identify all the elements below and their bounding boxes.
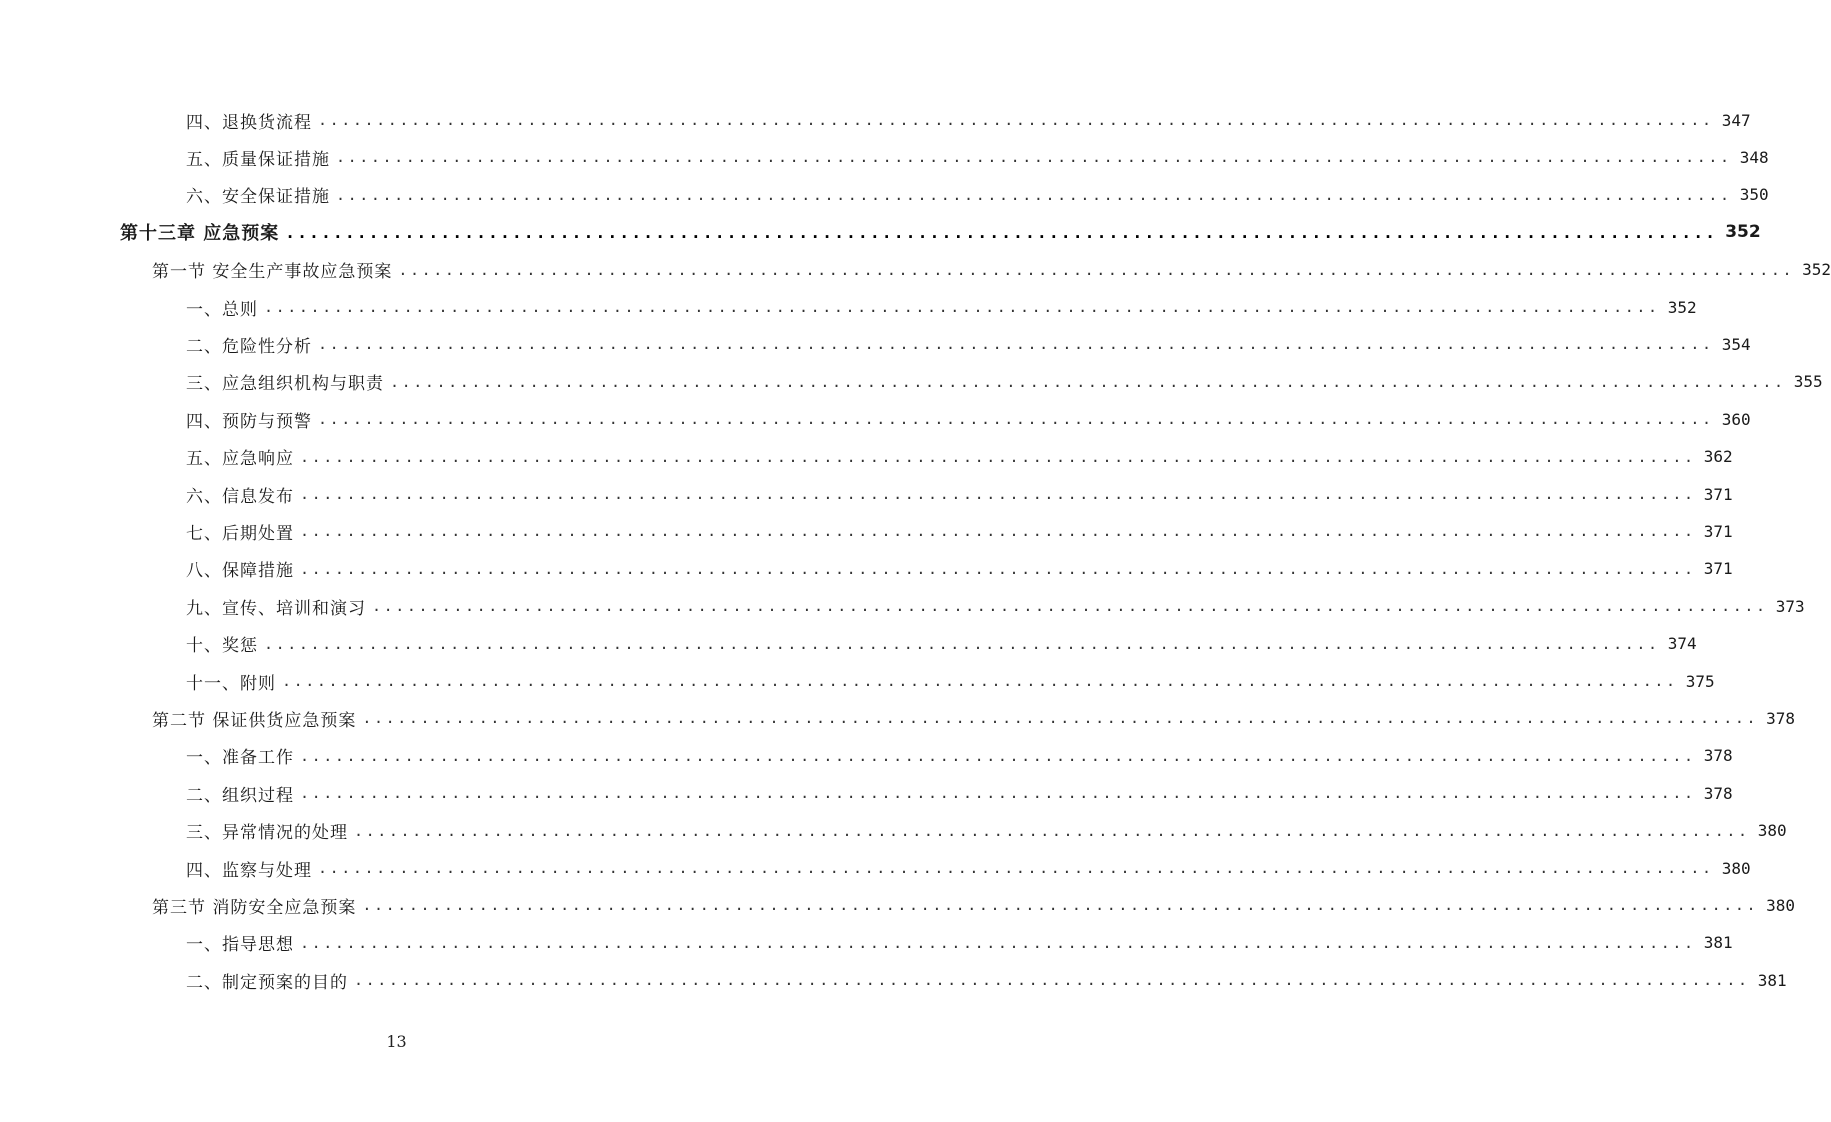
dot-leader: ........................................................................................................................ <box>354 821 1750 840</box>
dot-leader: ........................................................................................................................ <box>372 597 1768 616</box>
toc-section-entry[interactable] <box>152 251 1831 288</box>
dot-leader: ........................................................................................................................ <box>264 298 1660 316</box>
toc-entry-label: 四、退换货流程 <box>186 112 312 133</box>
toc-entry-page-number: 380 <box>1766 895 1796 915</box>
toc-subsection-entry[interactable] <box>186 625 1697 662</box>
toc-entry-page-number: 375 <box>1685 671 1715 691</box>
dot-leader: ........................................................................................................................ <box>318 335 1714 354</box>
dot-leader: ........................................................................................................................ <box>300 485 1696 503</box>
dot-leader: ........................................................................................................................ <box>398 260 1795 279</box>
dot-leader: ........................................................................................................................ <box>362 709 1759 728</box>
dot-leader: ........................................................................................................................ <box>336 185 1732 204</box>
toc-entry-page-number: 380 <box>1721 858 1751 878</box>
toc-entry-label: 第一节 安全生产事故应急预案 <box>152 262 393 283</box>
toc-entry-page-number: 381 <box>1703 933 1733 953</box>
dot-leader: ........................................................................................................................ <box>336 148 1732 167</box>
page-number: 13 <box>386 1032 407 1051</box>
toc-entry-page-number: 371 <box>1703 484 1733 504</box>
toc-entry-label: 第三节 消防安全应急预案 <box>152 897 357 918</box>
toc-entry-label: 六、信息发布 <box>186 486 294 507</box>
toc-entry-label: 二、危险性分析 <box>186 336 312 357</box>
dot-leader: ........................................................................................................................ <box>285 222 1718 242</box>
toc-chapter-entry[interactable] <box>120 214 1761 251</box>
toc-entry-page-number: 378 <box>1703 746 1733 766</box>
toc-subsection-entry[interactable] <box>186 289 1697 326</box>
toc-entry-page-number: 355 <box>1793 372 1823 392</box>
toc-subsection-entry[interactable] <box>186 588 1805 625</box>
toc-entry-page-number: 380 <box>1757 821 1787 841</box>
toc-entry-label: 四、监察与处理 <box>186 860 312 881</box>
toc-entry-page-number: 348 <box>1739 147 1769 167</box>
toc-subsection-entry[interactable] <box>186 102 1751 139</box>
dot-leader: ........................................................................................................................ <box>318 859 1714 877</box>
toc-subsection-entry[interactable] <box>186 924 1733 961</box>
toc-subsection-entry[interactable] <box>186 550 1733 587</box>
toc-section-entry[interactable] <box>152 887 1796 924</box>
toc-entry-page-number: 371 <box>1703 521 1733 541</box>
dot-leader: ........................................................................................................................ <box>264 634 1660 653</box>
toc-subsection-entry[interactable] <box>186 663 1715 700</box>
toc-entry-page-number: 373 <box>1775 596 1805 616</box>
toc-entry-page-number: 352 <box>1725 222 1761 243</box>
toc-entry-page-number: 354 <box>1721 334 1751 354</box>
toc-entry-label: 十一、附则 <box>186 673 276 694</box>
toc-subsection-entry[interactable] <box>186 775 1733 812</box>
toc-entry-label: 一、准备工作 <box>186 748 294 769</box>
toc-entry-label: 第二节 保证供货应急预案 <box>152 710 357 731</box>
toc-entry-page-number: 352 <box>1802 260 1831 280</box>
toc-subsection-entry[interactable] <box>186 176 1769 213</box>
dot-leader: ........................................................................................................................ <box>282 672 1678 690</box>
dot-leader: ........................................................................................................................ <box>300 933 1696 952</box>
toc-entry-page-number: 350 <box>1739 185 1769 205</box>
toc-entry-label: 八、保障措施 <box>186 561 294 582</box>
dot-leader: ........................................................................................................................ <box>362 896 1759 915</box>
dot-leader: ........................................................................................................................ <box>300 447 1696 466</box>
toc-section-entry[interactable] <box>152 700 1796 737</box>
toc-subsection-entry[interactable] <box>186 476 1733 513</box>
toc-entry-label: 九、宣传、培训和演习 <box>186 598 366 619</box>
toc-entry-label: 五、应急响应 <box>186 449 294 470</box>
toc-entry-page-number: 378 <box>1766 708 1796 728</box>
toc-entry-page-number: 360 <box>1721 409 1751 429</box>
toc-entry-label: 四、预防与预警 <box>186 411 312 432</box>
toc-entry-label: 三、应急组织机构与职责 <box>186 374 384 395</box>
toc-entry-page-number: 381 <box>1757 970 1787 990</box>
toc-subsection-entry[interactable] <box>186 438 1733 475</box>
toc-entry-label: 二、组织过程 <box>186 785 294 806</box>
toc-entry-label: 三、异常情况的处理 <box>186 823 348 844</box>
toc-subsection-entry[interactable] <box>186 737 1733 774</box>
toc-entry-label: 五、质量保证措施 <box>186 149 330 170</box>
dot-leader: ........................................................................................................................ <box>300 559 1696 578</box>
dot-leader: ........................................................................................................................ <box>318 111 1714 129</box>
toc-subsection-entry[interactable] <box>186 513 1733 550</box>
toc-entry-page-number: 347 <box>1721 110 1751 130</box>
toc-entry-label: 一、总则 <box>186 299 258 320</box>
toc-subsection-entry[interactable] <box>186 401 1751 438</box>
dot-leader: ........................................................................................................................ <box>300 746 1696 765</box>
dot-leader: ........................................................................................................................ <box>300 522 1696 541</box>
toc-entry-label: 六、安全保证措施 <box>186 187 330 208</box>
toc-entry-label: 一、指导思想 <box>186 935 294 956</box>
toc-entry-label: 十、奖惩 <box>186 636 258 657</box>
dot-leader: ........................................................................................................................ <box>354 971 1750 990</box>
toc-entry-label: 七、后期处置 <box>186 523 294 544</box>
toc-entry-page-number: 362 <box>1703 447 1733 467</box>
toc-entry-page-number: 352 <box>1667 297 1697 317</box>
toc-entry-label: 二、制定预案的目的 <box>186 972 348 993</box>
toc-subsection-entry[interactable] <box>186 812 1787 849</box>
dot-leader: ........................................................................................................................ <box>300 784 1696 803</box>
toc-subsection-entry[interactable] <box>186 363 1823 400</box>
dot-leader: ........................................................................................................................ <box>390 372 1786 391</box>
toc-entry-page-number: 378 <box>1703 783 1733 803</box>
toc-entry-page-number: 371 <box>1703 559 1733 579</box>
toc-entry-label: 第十三章 应急预案 <box>120 223 280 245</box>
dot-leader: ........................................................................................................................ <box>318 410 1714 429</box>
toc-subsection-entry[interactable] <box>186 850 1751 887</box>
toc-subsection-entry[interactable] <box>186 139 1769 176</box>
toc-entry-page-number: 374 <box>1667 634 1697 654</box>
toc-subsection-entry[interactable] <box>186 326 1751 363</box>
toc-subsection-entry[interactable] <box>186 962 1787 999</box>
